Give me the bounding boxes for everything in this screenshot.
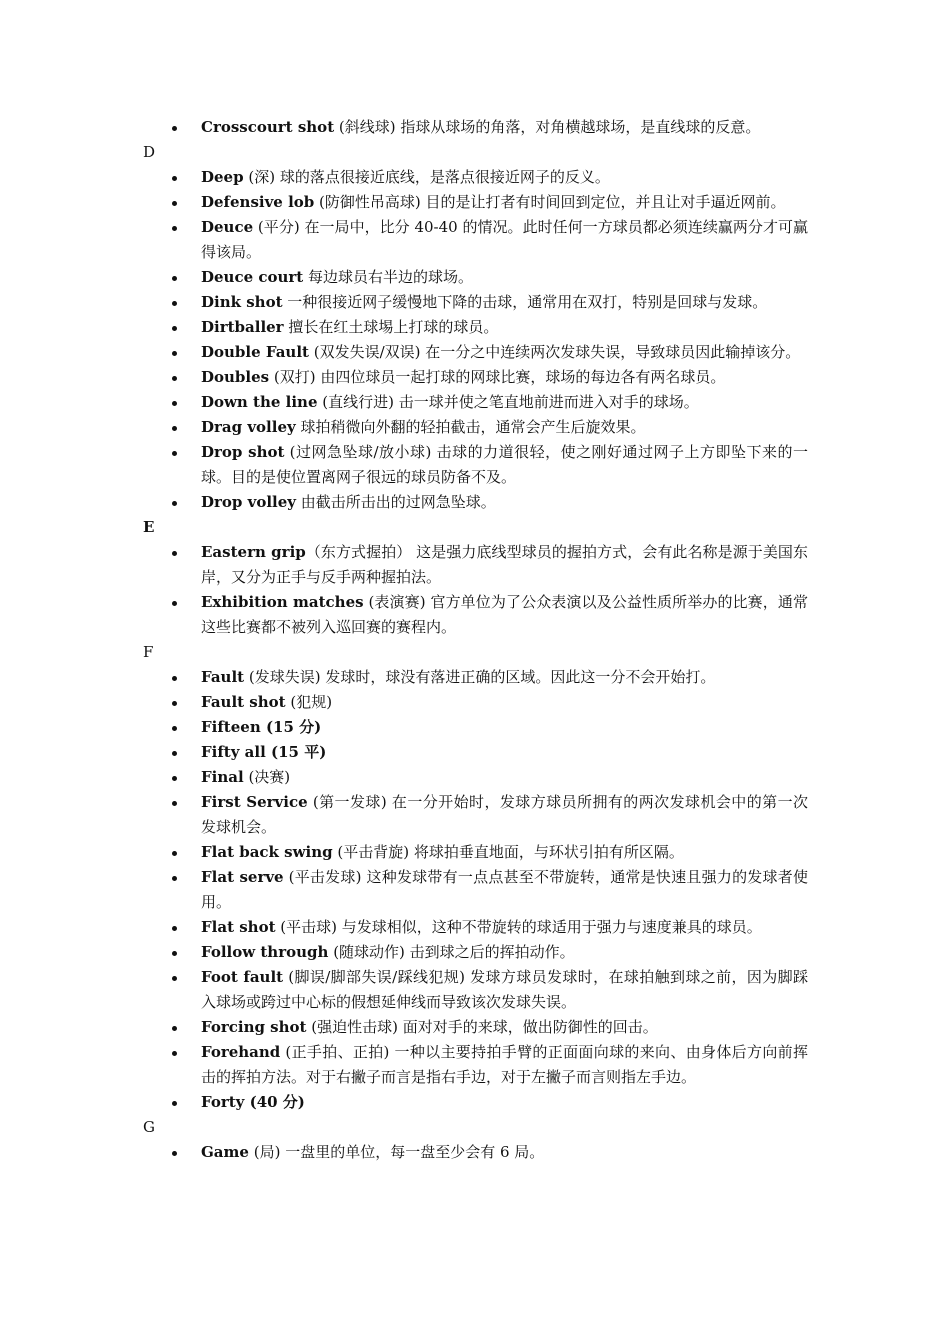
- glossary-term: First Service: [201, 793, 308, 811]
- bullet-icon: [172, 490, 178, 515]
- glossary-definition: (过网急坠球/放小球) 击球的力道很轻，使之刚好通过网子上方即坠下来的一球。目的是使位置离网子很远的球员防备不及。: [201, 443, 808, 486]
- bullet-icon: [172, 415, 178, 440]
- glossary-definition: (斜线球) 指球从球场的角落，对角横越球场，是直线球的反意。: [334, 118, 761, 136]
- glossary-term: Doubles: [201, 368, 270, 386]
- glossary-term: Flat serve: [201, 868, 284, 886]
- glossary-definition: (双打) 由四位球员一起打球的网球比赛，球场的每边各有两名球员。: [269, 368, 726, 386]
- glossary-definition: (深) 球的落点很接近底线，是落点很接近网子的反义。: [243, 168, 610, 186]
- glossary-definition: (第一发球) 在一分开始时，发球方球员所拥有的两次发球机会中的第一次发球机会。: [201, 793, 809, 836]
- glossary-entry: [201, 390, 808, 415]
- bullet-icon: [172, 940, 178, 965]
- bullet-icon: [172, 540, 178, 565]
- glossary-definition: (决赛): [243, 768, 291, 786]
- bullet-icon: [172, 215, 178, 240]
- bullet-icon: [172, 115, 178, 140]
- section-letter-heading: D: [143, 143, 156, 161]
- glossary-entry: [201, 540, 808, 590]
- glossary-entry: [201, 840, 808, 865]
- glossary-entry: [201, 190, 808, 215]
- glossary-entry: [201, 165, 808, 190]
- bullet-icon: [172, 1015, 178, 1040]
- glossary-definition: (平分) 在一局中，比分 40-40 的情况。此时任何一方球员都必须连续赢两分才可赢得该局。: [201, 218, 808, 261]
- glossary-entry: [201, 490, 808, 515]
- glossary-term: Dirtballer: [201, 318, 284, 336]
- glossary-entry: [201, 415, 808, 440]
- glossary-term: Deuce: [201, 218, 254, 236]
- glossary-definition: (防御性吊高球) 目的是让打者有时间回到定位，并且让对手逼近网前。: [314, 193, 786, 211]
- glossary-entry: [201, 965, 808, 1015]
- bullet-icon: [172, 965, 178, 990]
- glossary-term: Deep: [201, 168, 244, 186]
- glossary-definition: (犯规): [285, 693, 333, 711]
- glossary-definition: 擅长在红土球埸上打球的球员。: [283, 318, 499, 336]
- glossary-definition: (随球动作) 击到球之后的挥拍动作。: [328, 943, 575, 961]
- glossary-definition: (发球失误) 发球时，球没有落进正确的区域。因此这一分不会开始打。: [244, 668, 716, 686]
- glossary-term: Forty (40 分): [201, 1093, 305, 1111]
- glossary-term: Crosscourt shot: [201, 118, 335, 136]
- glossary-term: Exhibition matches: [201, 593, 364, 611]
- glossary-entry: [201, 915, 808, 940]
- glossary-definition: (双发失误/双误) 在一分之中连续两次发球失误，导致球员因此输掉该分。: [308, 343, 801, 361]
- glossary-entry: [201, 765, 808, 790]
- glossary-term: Flat back swing: [201, 843, 333, 861]
- glossary-term: Deuce court: [201, 268, 304, 286]
- glossary-list: [0, 665, 950, 1115]
- glossary-entry: [201, 740, 808, 765]
- glossary-definition: （东方式握拍） 这是强力底线型球员的握拍方式，会有此名称是源于美国东岸，又分为正手与反手两种握拍法。: [201, 543, 808, 586]
- glossary-entry: [201, 215, 808, 265]
- glossary-term: Flat shot: [201, 918, 276, 936]
- glossary-term: Game: [201, 1143, 249, 1161]
- bullet-icon: [172, 365, 178, 390]
- bullet-icon: [172, 915, 178, 940]
- glossary-list: [0, 540, 950, 640]
- glossary-definition: (平击发球) 这种发球带有一点点甚至不带旋转，通常是快速且强力的发球者使用。: [201, 868, 808, 911]
- glossary-entry: [201, 440, 808, 490]
- bullet-icon: [172, 290, 178, 315]
- bullet-icon: [172, 190, 178, 215]
- glossary-entry: [201, 1090, 808, 1115]
- glossary-definition: (局) 一盘里的单位，每一盘至少会有 6 局。: [248, 1143, 545, 1161]
- glossary-entry: [201, 665, 808, 690]
- glossary-term: Fifty all (15 平): [201, 743, 327, 761]
- glossary-entry: [201, 340, 808, 365]
- glossary-content: [0, 115, 950, 1165]
- glossary-term: Fault: [201, 668, 245, 686]
- glossary-list-top: [0, 115, 950, 140]
- glossary-definition: 每边球员右半边的球场。: [303, 268, 474, 286]
- glossary-term: Forehand: [201, 1043, 281, 1061]
- bullet-icon: [172, 715, 178, 740]
- glossary-term: Down the line: [201, 393, 318, 411]
- glossary-definition: (平击背旋) 将球拍垂直地面，与环状引拍有所区隔。: [332, 843, 684, 861]
- glossary-entry: [201, 1040, 808, 1090]
- glossary-term: Drop volley: [201, 493, 297, 511]
- bullet-icon: [172, 790, 178, 815]
- section-letter-heading: F: [143, 643, 154, 661]
- glossary-definition: 一种很接近网子缓慢地下降的击球，通常用在双打，特别是回球与发球。: [282, 293, 768, 311]
- glossary-term: Follow through: [201, 943, 329, 961]
- glossary-list: [0, 1140, 950, 1165]
- glossary-entry: [201, 865, 808, 915]
- bullet-icon: [172, 865, 178, 890]
- glossary-entry: [201, 365, 808, 390]
- glossary-term: Foot fault: [201, 968, 284, 986]
- glossary-entry: [201, 690, 808, 715]
- bullet-icon: [172, 315, 178, 340]
- glossary-term: Eastern grip: [201, 543, 306, 561]
- glossary-definition: 球拍稍微向外翻的轻拍截击，通常会产生后旋效果。: [295, 418, 646, 436]
- bullet-icon: [172, 665, 178, 690]
- glossary-definition: (平击球) 与发球相似，这种不带旋转的球适用于强力与速度兼具的球员。: [275, 918, 762, 936]
- bullet-icon: [172, 1040, 178, 1065]
- bullet-icon: [172, 165, 178, 190]
- glossary-definition: (强迫性击球) 面对对手的来球，做出防御性的回击。: [306, 1018, 658, 1036]
- glossary-entry: [201, 715, 808, 740]
- glossary-term: Forcing shot: [201, 1018, 307, 1036]
- glossary-entry: [201, 790, 808, 840]
- glossary-term: Fault shot: [201, 693, 286, 711]
- glossary-term: Final: [201, 768, 244, 786]
- glossary-entry: [201, 1140, 808, 1165]
- glossary-definition: (脚误/脚部失误/踩线犯规) 发球方球员发球时，在球拍触到球之前，因为脚踩入球场或跨过中心标的假想延伸线而导致该次发球失误。: [201, 968, 808, 1011]
- bullet-icon: [172, 590, 178, 615]
- glossary-entry: [201, 315, 808, 340]
- glossary-entry: [201, 115, 808, 140]
- bullet-icon: [172, 265, 178, 290]
- bullet-icon: [172, 440, 178, 465]
- glossary-term: Fifteen (15 分): [201, 718, 322, 736]
- glossary-term: Double Fault: [201, 343, 309, 361]
- section-letter-heading: E: [143, 518, 155, 536]
- glossary-entry: [201, 290, 808, 315]
- glossary-term: Defensive lob: [201, 193, 315, 211]
- glossary-definition: 由截击所击出的过网急坠球。: [296, 493, 496, 511]
- glossary-term: Drop shot: [201, 443, 285, 461]
- glossary-list: [0, 165, 950, 515]
- bullet-icon: [172, 1140, 178, 1165]
- bullet-icon: [172, 340, 178, 365]
- glossary-entry: [201, 590, 808, 640]
- glossary-entry: [201, 265, 808, 290]
- glossary-term: Drag volley: [201, 418, 296, 436]
- bullet-icon: [172, 690, 178, 715]
- bullet-icon: [172, 740, 178, 765]
- bullet-icon: [172, 390, 178, 415]
- glossary-term: Dink shot: [201, 293, 283, 311]
- bullet-icon: [172, 765, 178, 790]
- glossary-definition: (正手拍、正拍) 一种以主要持拍手臂的正面面向球的来向、由身体后方向前挥击的挥拍方法。对于右撇子而言是指右手边，对于左撇子而言则指左手边。: [201, 1043, 808, 1086]
- bullet-icon: [172, 1090, 178, 1115]
- glossary-definition: (直线行进) 击一球并使之笔直地前进而进入对手的球场。: [317, 393, 699, 411]
- glossary-definition: (表演赛) 官方单位为了公众表演以及公益性质所举办的比赛，通常这些比赛都不被列入巡回赛的赛程内。: [201, 593, 808, 636]
- glossary-entry: [201, 940, 808, 965]
- bullet-icon: [172, 840, 178, 865]
- glossary-entry: [201, 1015, 808, 1040]
- section-letter-heading: G: [143, 1118, 155, 1136]
